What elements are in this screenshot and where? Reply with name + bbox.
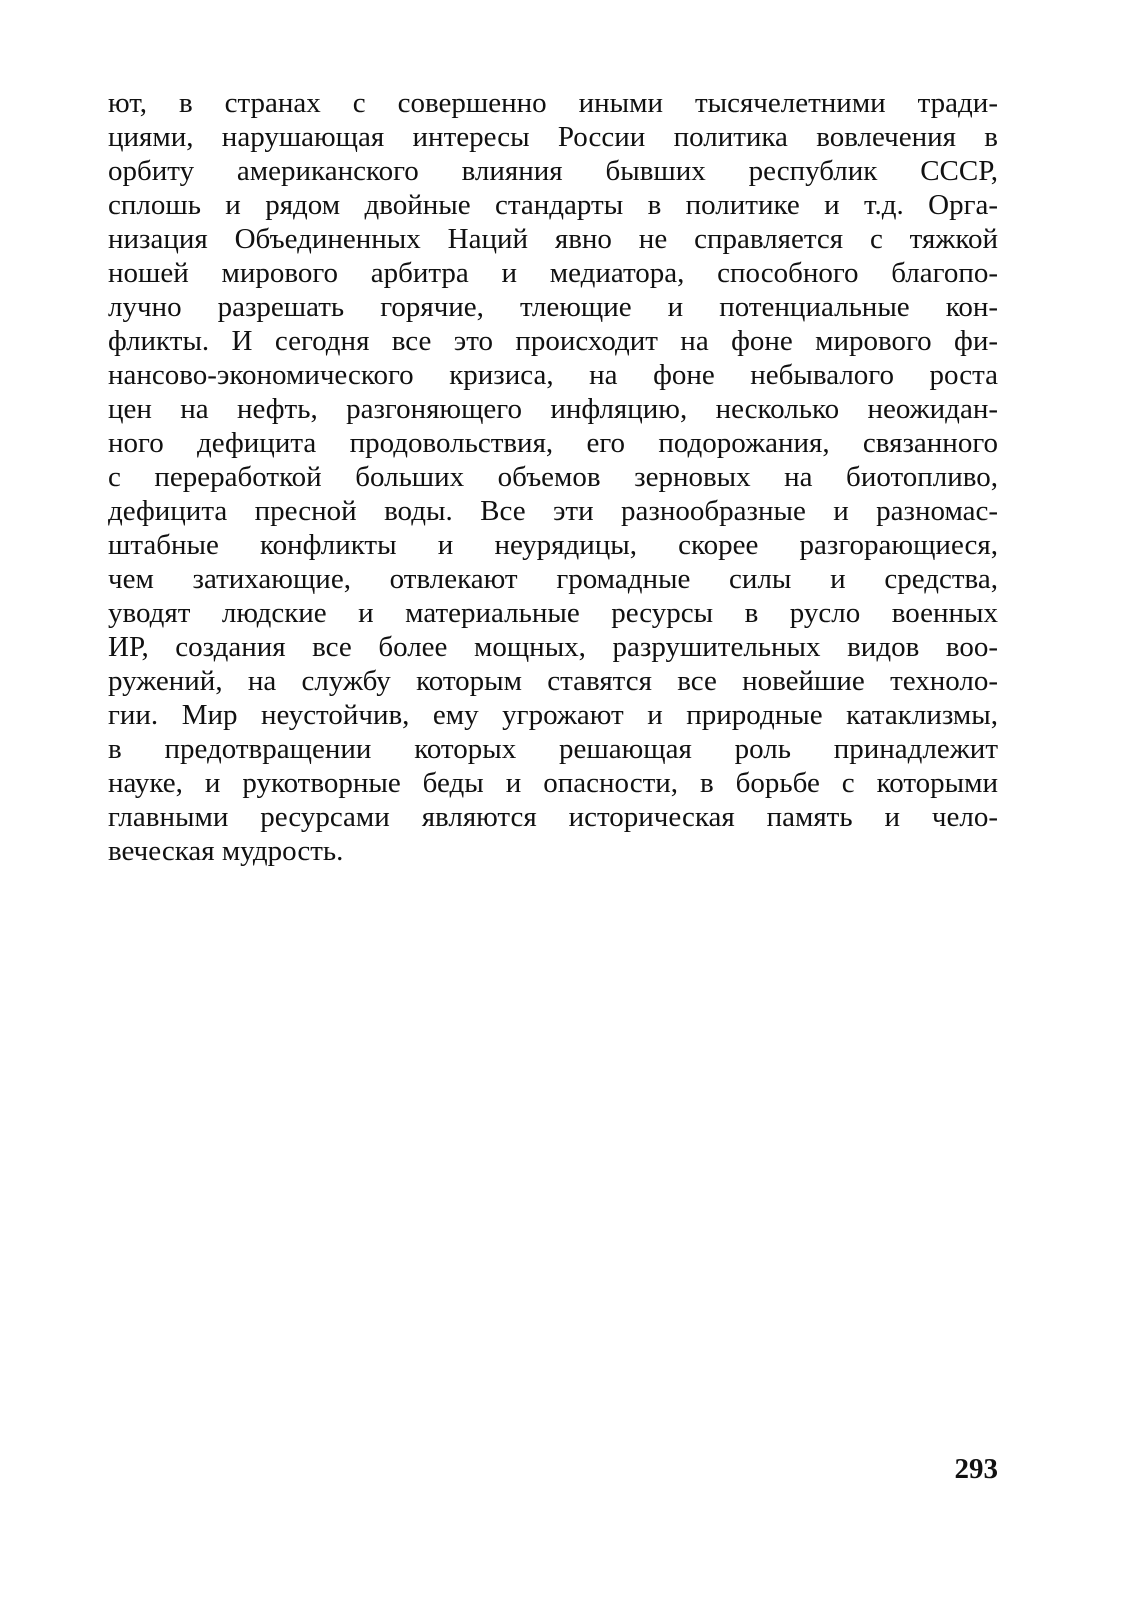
page-number: 293: [954, 1453, 998, 1485]
text-line: ИР, создания все более мощных, разрушительных видов воо-: [108, 631, 998, 663]
text-line: чем затихающие, отвлекают громадные силы и средства,: [108, 563, 998, 595]
text-line: уводят людские и материальные ресурсы в русло военных: [108, 597, 998, 629]
text-line: лучно разрешать горячие, тлеющие и потенциальные кон-: [108, 291, 998, 323]
text-line: с переработкой больших объемов зерновых на биотопливо,: [108, 461, 998, 493]
body-text: [108, 86, 998, 868]
text-line: дефицита пресной воды. Все эти разнообразные и разномас-: [108, 495, 998, 527]
text-line: ного дефицита продовольствия, его подорожания, связанного: [108, 427, 998, 459]
text-line: в предотвращении которых решающая роль принадлежит: [108, 733, 998, 765]
text-line: главными ресурсами являются историческая память и чело-: [108, 801, 998, 833]
text-line: ружений, на службу которым ставятся все новейшие техноло-: [108, 665, 998, 697]
text-line: штабные конфликты и неурядицы, скорее разгорающиеся,: [108, 529, 998, 561]
text-line: низация Объединенных Наций явно не справляется с тяжкой: [108, 223, 998, 255]
text-line: нансово-экономического кризиса, на фоне небывалого роста: [108, 359, 998, 391]
text-line: науке, и рукотворные беды и опасности, в борьбе с которыми: [108, 767, 998, 799]
text-line: ют, в странах с совершенно иными тысячелетними тради-: [108, 87, 998, 119]
text-line: веческая мудрость.: [108, 835, 344, 867]
text-line: фликты. И сегодня все это происходит на фоне мирового фи-: [108, 325, 998, 357]
text-line: циями, нарушающая интересы России политика вовлечения в: [108, 121, 998, 153]
text-line: цен на нефть, разгоняющего инфляцию, несколько неожидан-: [108, 393, 998, 425]
text-line: ношей мирового арбитра и медиатора, способного благопо-: [108, 257, 998, 289]
text-line: сплошь и рядом двойные стандарты в политике и т.д. Орга-: [108, 189, 998, 221]
text-line: орбиту американского влияния бывших республик СССР,: [108, 155, 998, 187]
text-line: гии. Мир неустойчив, ему угрожают и природные катаклизмы,: [108, 699, 998, 731]
